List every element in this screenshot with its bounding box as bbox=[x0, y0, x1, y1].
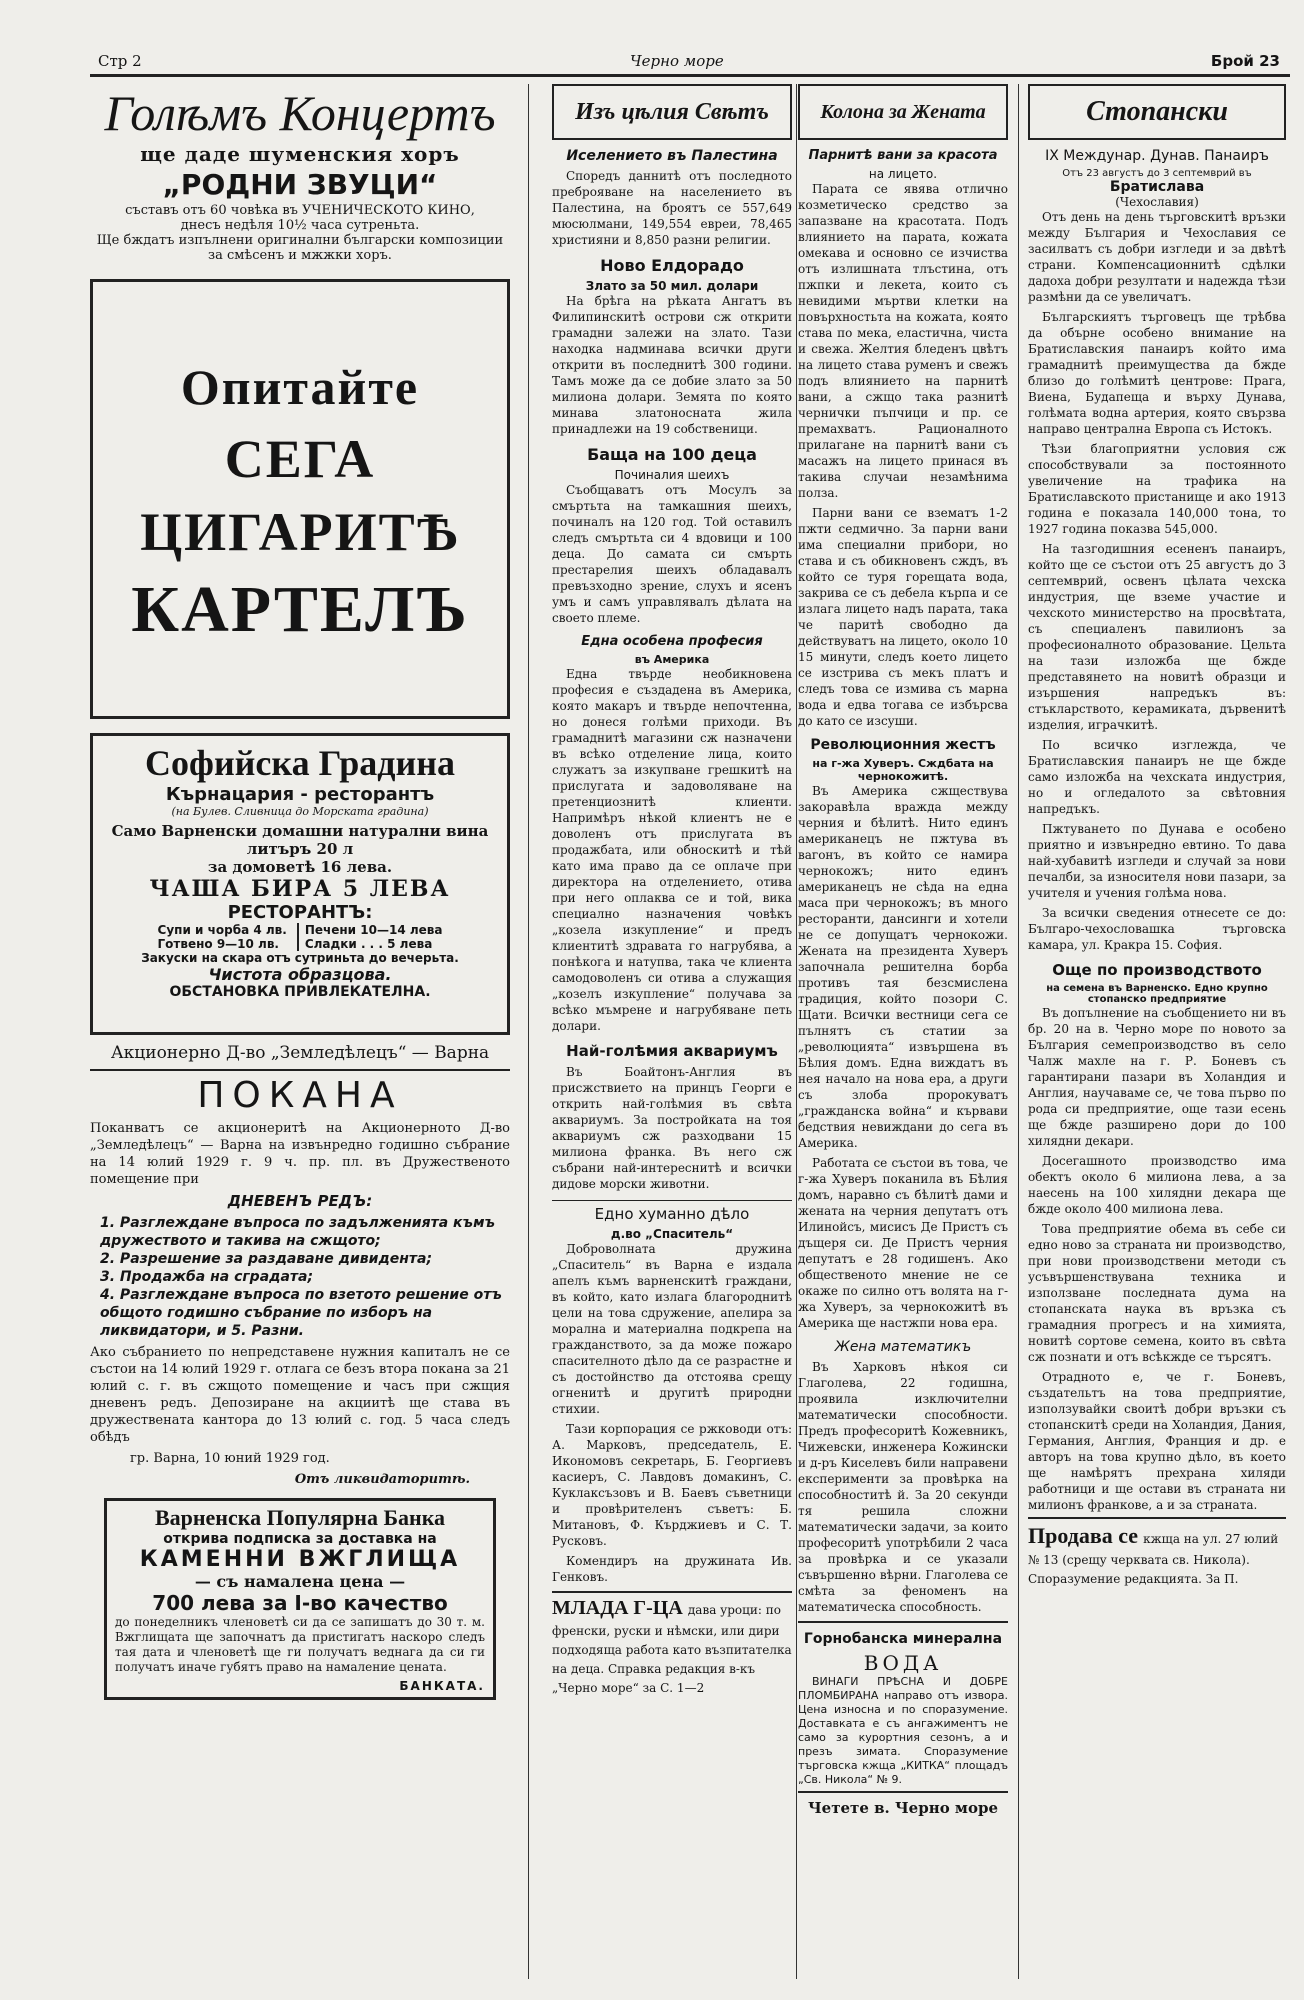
steam-subtitle: на лицето. bbox=[868, 167, 938, 181]
agenda-item: 3. Продажба на сградата; bbox=[100, 1269, 314, 1285]
seeds-title: Още по производството bbox=[1052, 961, 1262, 979]
math-text: Въ Харковъ нѣкоя си Глаголева, 22 годишна, проявила изключителни математически способности. Предъ професоритѣ Кожевникъ, Чижевски, инженера Кожински и д-ръ Киселевъ били направени експерименти за провѣрка на способноститѣ й. За 20 секунди тя решила сложни математически задачи, за които професоритѣ употрѣбили 2 часа за провѣрка и се указали съвършенно вѣрни. Глаголева се смѣта за феноменъ на математическа способность. bbox=[798, 1360, 1008, 1614]
seeds-text: Въ допълнение на съобщението ни въ бр. 20 на в. Черно море по новото за България семепроизводство въ село Чалж махле на г. Р. Боневъ съ гарантирани пазари въ Холандия и Англия, научаваме се, че това първо по рода си предприятие, още тази есень ще бжде разширено дори до 100 хилядни декари. bbox=[1028, 1006, 1286, 1148]
fair-text-2: Българскиятъ търговецъ ще трѣбва да обърне особено внимание на Братиславския панаиръ който има грамаднитѣ преимущества да бжде близо до голѣмитѣ центрове: Прага, Виена, Будапеща и върху Дунава, голѣмата водна артерия, която свързва направо централна Европа съ Истокъ. bbox=[1028, 310, 1286, 436]
concert-line1: ще даде шуменския хоръ bbox=[140, 142, 460, 166]
bank-discount: — съ намалена цена — bbox=[194, 1572, 406, 1591]
aquarium-title: Най-голѣмия аквариумъ bbox=[566, 1042, 778, 1060]
concert-line3: днесъ недѣля 10½ часа сутреньта. bbox=[180, 218, 420, 233]
menu-prices bbox=[99, 923, 501, 951]
humane-text-3: Комендиръ на дружината Ив. Генковъ. bbox=[552, 1554, 792, 1584]
cigarette-line1: Опитайте bbox=[180, 359, 420, 415]
fair-text-4: На тазгодишния есененъ панаиръ, който ще се състои отъ 25 августъ до 3 септемврий, освенъ цѣлата чехска индустрия, ще вземе участие и чехското министерство на просвѣтата, съ специаленъ павилионъ за професионалното образование. Цельта на тази изложба ще бжде представянето на новитѣ образци и изършения напредъкъ въ: стъкларството, керамиката, дървенитѣ изделия, играчкитѣ. bbox=[1028, 542, 1286, 732]
invite-body: Поканватъ се акционеритѣ на Акционерното Д-во „Земледѣлецъ“ — Варна на извънредно годишно събрание на 14 юлий 1929 г. 9 ч. пр. пл. въ Дружественото помещение при bbox=[90, 1121, 510, 1187]
column-rule bbox=[528, 84, 529, 1979]
father-title: Баща на 100 деца bbox=[587, 445, 757, 464]
invite-para2: Ако събранието по непредставене нужния капиталъ не се състои на 14 юлий 1929 г. отлага се безъ втора покана за 21 юлий с. г. въ сжщото помещение и часъ при сжщия дневенъ редъ. Депозиране на акциитѣ ще става въ дружествената кантора до 13 юлий с. год. 5 часа следъ обѣдъ bbox=[90, 1345, 510, 1445]
palestine-text: Споредъ даннитѣ отъ последното преброяване на населението въ Палестина, на броятъ се 557,649 мюсюлмани, 149,554 евреи, 78,465 християни и 8,850 разни религии. bbox=[552, 169, 792, 247]
eldorado-text: На брѣга на рѣката Ангатъ въ Филипинскитѣ острови сж открити грамадни залежи на злато. Тази находка надминава всички други открити въ последнитѣ 300 години. Тамъ може да се добие злато за 50 милиона долари. Земята по която минава златоносната жила принадлежи на 19 собственици. bbox=[552, 294, 792, 436]
world-news-logo: Изъ цѣлия Свѣтъ bbox=[552, 84, 792, 140]
invite-company: Акционерно Д-во „Земледѣлецъ“ — Варна bbox=[110, 1043, 490, 1063]
concert-line2: съставъ отъ 60 човѣка въ УЧЕНИЧЕСКОТО КИНО, bbox=[125, 203, 475, 218]
seeds-text-3: Това предприятие обема въ себе си едно ново за страната ни производство, при нови производствени методи съ усъвършенствувана техника и използване последната дума на стопанската наука въ връзка съ грамадния прогресъ и на химията, новитѣ сортове семена, които въ свѣта сж познати и отъ всѣкжде се търсятъ. bbox=[1028, 1222, 1286, 1364]
fair-subtitle: Отъ 23 августъ до 3 септемврий въ bbox=[1062, 168, 1252, 179]
profession-subtitle: въ Америка bbox=[634, 653, 710, 666]
agenda-item: 4. Разглеждане въпроса по взетото решение отъ общото годишно събрание по изборъ на ликвидатори, и 5. Разни. bbox=[100, 1287, 502, 1339]
seeds-text-4: Отрадното е, че г. Боневъ, създательтъ на това предприятие, използувайки своитѣ добри връзки съ стопанскитѣ среди на Холандия, Дания, Германия, Англия, Франция и др. е авторъ на това крупно дѣло, въ което ще намѣрятъ прехрана хиляди работници и ще остави въ страната ни милионъ франкове, а и за страната. bbox=[1028, 1370, 1286, 1512]
father-subtitle: Починалия шеихъ bbox=[614, 468, 730, 482]
mineral-water-ad bbox=[798, 1621, 1008, 1787]
steam-text-2: Парни вани се взематъ 1-2 пжти седмично. За парни вани има специални прибори, но става и съ обикновенъ сждъ, въ който се туря горещата вода, закрива се съ дебела кърпа и се излага лицето надъ парата, така че паритѣ свободно да действуватъ на лицето, около 10 15 минути, следъ което лицето се изстрива съ мекъ платъ и следъ това се измива съ марна вода и едва тогава се избърсва до като се изсуши. bbox=[798, 506, 1008, 728]
fair-country: (Чехославия) bbox=[1115, 195, 1199, 209]
concert-line5: за смѣсенъ и мжжки хоръ. bbox=[208, 248, 392, 263]
garden-address: (на Булев. Сливница до Морската градина) bbox=[171, 805, 429, 818]
revolution-text-2: Работата се състои въ това, че г-жа Хуверъ поканила въ Бѣлия домъ, наравно съ бѣлитѣ дами и жената на черния депутатъ отъ Илинойсъ, мисисъ Де Пристъ съ дъщеря си. Де Пристъ черния депутатъ е 28 годишенъ. Ако общественото мнение не се окаже по силно отъ волята на г-жа Хуверъ, за чернокожитѣ въ Америка ще настжпи нова ера. bbox=[798, 1156, 1008, 1330]
menu-soup: Супи и чорба 4 лв. bbox=[157, 923, 287, 937]
column-1 bbox=[90, 84, 510, 1979]
issue-number: Брой 23 bbox=[1210, 52, 1280, 70]
eldorado-subtitle: Злато за 50 мил. долари bbox=[585, 279, 759, 293]
seeds-text-2: Досегашното производство има обектъ около 6 милиона лева, а за наесень на 100 хилядни декара ще бжде около 400 милиона лева. bbox=[1028, 1154, 1286, 1216]
profession-title: Една особена професия bbox=[581, 634, 763, 649]
invite-place-date: гр. Варна, 10 юний 1929 год. bbox=[130, 1451, 330, 1466]
humane-text: Доброволната дружина „Спаситель“ въ Варна е издала апелъ къмъ варненскитѣ граждани, въ който, като излага благороднитѣ цели на това сдружение, апелира за морална и материална подкрепа на гражданството, за да може пожаро спасителното дѣло да се разрастне и съ достойнство да отстоява срещу огненитѣ и другитѣ природни стихии. bbox=[552, 1242, 792, 1416]
fair-text: Отъ день на день търговскитѣ връзки между България и Чехославия се засилватъ съ добри изгледи и за двѣтѣ страни. Компенсационнитѣ сдѣлки дадоха добри резултати и надежда тѣзи размѣни да се увеличатъ. bbox=[1028, 210, 1286, 304]
bank-price: 700 лева за І-во качество bbox=[152, 1591, 448, 1615]
for-sale-title: Продава се bbox=[1028, 1523, 1139, 1548]
humane-subtitle: д.во „Спаситель“ bbox=[610, 1227, 734, 1241]
revolution-subtitle: на г-жа Хуверъ. Сждбата на чернокожитѣ. bbox=[812, 757, 994, 783]
ambience-line: ОБСТАНОВКА ПРИВЛЕКАТЕЛНА. bbox=[169, 984, 431, 1000]
fair-text-5: По всичко изглежда, че Братиславския панаиръ не ще бжде само изложба на чехската индустрия, но и огледалото за свѣтовния напредъкъ. bbox=[1028, 738, 1286, 816]
bank-signature: БАНКАТА. bbox=[399, 1679, 485, 1693]
womens-column-logo: Колона за Жената bbox=[798, 84, 1008, 140]
wine-offer: Само Варненски домашни натурални вина литъръ 20 л bbox=[111, 822, 489, 858]
column-4 bbox=[1028, 84, 1286, 1587]
eldorado-title: Ново Елдорадо bbox=[600, 256, 744, 275]
for-sale-text: кжща на ул. 27 юлий № 13 (срещу черквата св. Никола). Споразумение редакцията. За П. bbox=[1028, 1532, 1279, 1586]
invite-title: ПОКАНА bbox=[197, 1075, 403, 1116]
wine-offer-home: за домоветѣ 16 лева. bbox=[207, 858, 393, 876]
humane-title: Едно хуманно дѣло bbox=[552, 1200, 792, 1223]
garden-subtitle: Кърнацария - ресторантъ bbox=[165, 784, 435, 805]
math-title: Жена математикъ bbox=[834, 1339, 972, 1355]
father-text: Съобщаватъ отъ Мосулъ за смъртьта на тамкашния шеихъ, починалъ на 120 год. Той оставилъ следъ смъртьта си 4 вдовици и 100 деца. До самата си смърть престарелия шеихъ обладавалъ превъзходно зрение, слухъ и ясенъ умъ и самъ управлявалъ дѣлата на своето племе. bbox=[552, 483, 792, 625]
tutor-ad bbox=[552, 1591, 792, 1696]
menu-sweets: Сладки . . . 5 лева bbox=[304, 937, 433, 951]
fair-text-7: За всички сведения отнесете се до: Българо-чехословашка търговска камара, ул. Кракра 15. София. bbox=[1028, 906, 1286, 952]
aquarium-text: Въ Боайтонъ-Англия въ присжствието на принцъ Георги е открить най-голѣмия въ свѣта аквариумъ. За постройката на тоя аквариумъ сж разходвани 15 милиона франка. Въ него сж събрани най-интереснитѣ и всички дидове морски животни. bbox=[552, 1065, 792, 1191]
cigarette-line3: ЦИГАРИТѢ bbox=[140, 502, 460, 562]
cigarette-ad bbox=[90, 279, 510, 719]
agenda-item: 2. Разрешение за раздаване дивидента; bbox=[100, 1251, 433, 1267]
concert-line4: Ще бждатъ изпълнени оригинални български композиции bbox=[96, 233, 504, 248]
fair-city: Братислава bbox=[1109, 179, 1205, 195]
bank-line1: открива подписка за доставка на bbox=[163, 1531, 437, 1547]
column-2 bbox=[552, 84, 792, 1696]
tutor-text: дава уроци: по френски, руски и нѣмски, или дири подходяща работа като възпитателка на деца. Справка редакция в-къ „Черно море“ за С. 1—2 bbox=[552, 1603, 792, 1695]
column-3 bbox=[798, 84, 1008, 1817]
agenda-item: 1. Разглеждане въпроса по задълженията къмъ дружеството и такива на сжщото; bbox=[100, 1215, 496, 1249]
steam-title: Парнитѣ вани за красота bbox=[808, 148, 998, 163]
fair-text-6: Пжтуването по Дунава е особено приятно и извънредно евтино. То дава най-хубавитѣ изгледи и случай за нови печалби, за износителя нови пазари, за учителя и учения голѣма нова. bbox=[1028, 822, 1286, 900]
bank-ad bbox=[104, 1498, 496, 1700]
cleanliness-line: Чистота образцова. bbox=[208, 965, 392, 984]
cigarette-brand: КАРТЕЛЪ bbox=[131, 573, 469, 646]
garden-ad bbox=[90, 733, 510, 1035]
choir-name: „РОДНИ ЗВУЦИ“ bbox=[162, 168, 438, 201]
steam-text: Парата се явява отлично козметическо средство за запазване на красотата. Подъ влиянието на парата, кожата омекава и основно се изчиства отъ излишната тлъстина, отъ пжпки и лекета, които съ невидими мъртви клетки на повърхностьта на кожата, която става по мека, еластична, чиста и свежа. Желтия бледенъ цвѣтъ на лицето става руменъ и свежъ подъ влиянието на парнитѣ вани, а сжщо така разнитѣ чернички пъпчици и пр. се премахватъ. Рационалното прилагане на парнитѣ вани съ масажъ на лицето принася въ такива случаи незамѣнима полза. bbox=[798, 182, 1008, 500]
fair-title: IX Междунар. Дунав. Панаиръ bbox=[1045, 148, 1269, 164]
snacks-line: Закуски на скара отъ сутриньта до вечерьта. bbox=[141, 951, 459, 965]
revolution-title: Революционния жестъ bbox=[810, 737, 996, 753]
seeds-subtitle: на семена въ Варненско. Едно крупно стопанско предприятие bbox=[1046, 983, 1268, 1005]
bank-coal: КАМЕННИ ВЖГЛИЩА bbox=[139, 1547, 461, 1572]
beer-offer: ЧАША БИРА 5 ЛЕВА bbox=[149, 876, 451, 902]
column-rule bbox=[796, 84, 797, 1979]
mineral-text: ВИНАГИ ПРѢСНА И ДОБРЕ ПЛОМБИРАНА направо отъ извора. Цена износна и по споразумение. Доставката е съ ангажиментъ не само за курортния сезонъ, а и презъ зимата. Споразумение търговска кжща „КИТКА“ площадъ „Св. Никола“ № 9. bbox=[798, 1675, 1008, 1786]
page-header bbox=[90, 44, 1290, 77]
economics-logo: Стопански bbox=[1028, 84, 1286, 140]
humane-text-2: Тази корпорация се ржководи отъ: А. Марковъ, председатель, Е. Икономовъ секретарь, Б. Георгиевъ касиеръ, С. Лавдовъ домакинъ, С. Куклаксъзовъ и В. Баевъ съветници и провѣрителенъ съветъ: Б. Митановъ, Ф. Кърджиевъ и С. Т. Русковъ. bbox=[552, 1422, 792, 1548]
palestine-title: Иселението въ Палестина bbox=[566, 148, 778, 164]
read-slogan: Четете в. Черно море bbox=[798, 1791, 1008, 1817]
tutor-title: МЛАДА Г-ЦА bbox=[552, 1597, 683, 1619]
revolution-text: Въ Америка сжществува закоравѣла вражда между черния и бѣлитѣ. Нито единъ американецъ не пжтува въ вагонъ, въ който се намира чернокожъ; нито единъ американецъ не сѣда на една маса при чернокожъ; въ много ресторанти, дансинги и хотели не се допущатъ чернокожи. Жената на президента Хуверъ започнала решителна борба противъ тая безсмислена традиция, който позори С. Щати. Всички вестници сега се пълнятъ съ статии за „революцията“ извършена въ Бѣлия домъ. Една виждатъ въ нея начало на нова ера, а други съ злоба пророкуватъ „гражданска война“ и кървави бедствия невиждани до сега въ Америка. bbox=[798, 784, 1008, 1150]
restaurant-heading: РЕСТОРАНТЪ: bbox=[227, 902, 373, 923]
agenda-title: ДНЕВЕНЪ РЕДЪ: bbox=[227, 1192, 373, 1210]
menu-roasts: Печени 10—14 лева bbox=[304, 923, 443, 937]
mineral-title: Горнобанска минерална bbox=[803, 1631, 1003, 1647]
profession-text: Една твърде необикновена професия е създадена въ Америка, която макаръ и твърде непочтенна, но донеся голѣми приходи. Въ грамаднитѣ магазини сж назначени въ всѣко отделение лица, които служатъ за изкупване грешкитѣ на прислугата и задоволяване на претенциознитѣ клиенти. Напримѣръ нѣкой клиентъ не е доволенъ отъ прислугата въ продажбата, или обноскитѣ и тѣй като има право да се оплаче при директора на отделението, отива при него оплаква се и той, вика специално назначения човѣкъ „козела изкупление“ и предъ клиентитѣ здравата го нагрубява, а понѣкога и натупва, така че клиента самодоволенъ си отива а служащия „козелъ изкупление“ получава за всѣко мъмрене и нагрубяване петь долари. bbox=[552, 667, 792, 1033]
invite-signature: Отъ ликвидаторитѣ. bbox=[294, 1472, 470, 1487]
menu-cooked: Готвено 9—10 лв. bbox=[157, 937, 279, 951]
fair-text-3: Тѣзи благоприятни условия сж способствували за постоянното увеличение на трафика на Братиславското пристанище и ако 1913 година е показала 140,000 тона, то 1927 година показва 545,000. bbox=[1028, 442, 1286, 536]
bank-title: Варненска Популярна Банка bbox=[154, 1505, 446, 1530]
for-sale-ad bbox=[1028, 1517, 1286, 1587]
garden-title: Софийска Градина bbox=[145, 743, 455, 783]
column-rule bbox=[1018, 84, 1019, 1979]
mineral-title-2: ВОДА bbox=[863, 1651, 943, 1675]
page-number: Стр 2 bbox=[98, 52, 142, 70]
bank-body: до понеделникъ членоветѣ си да се запишатъ до 30 т. м. Вжглищата ще започнатъ да пристигатъ наскоро следъ тая дата и членоветѣ ще ги получатъ веднага да си ги получатъ иначе губятъ право на намаление цената. bbox=[115, 1615, 485, 1674]
concert-announcement bbox=[90, 84, 510, 263]
cigarette-line2: СЕГА bbox=[224, 429, 376, 489]
newspaper-title: Черно море bbox=[630, 52, 724, 70]
concert-title: Голѣмъ Концертъ bbox=[104, 85, 496, 141]
